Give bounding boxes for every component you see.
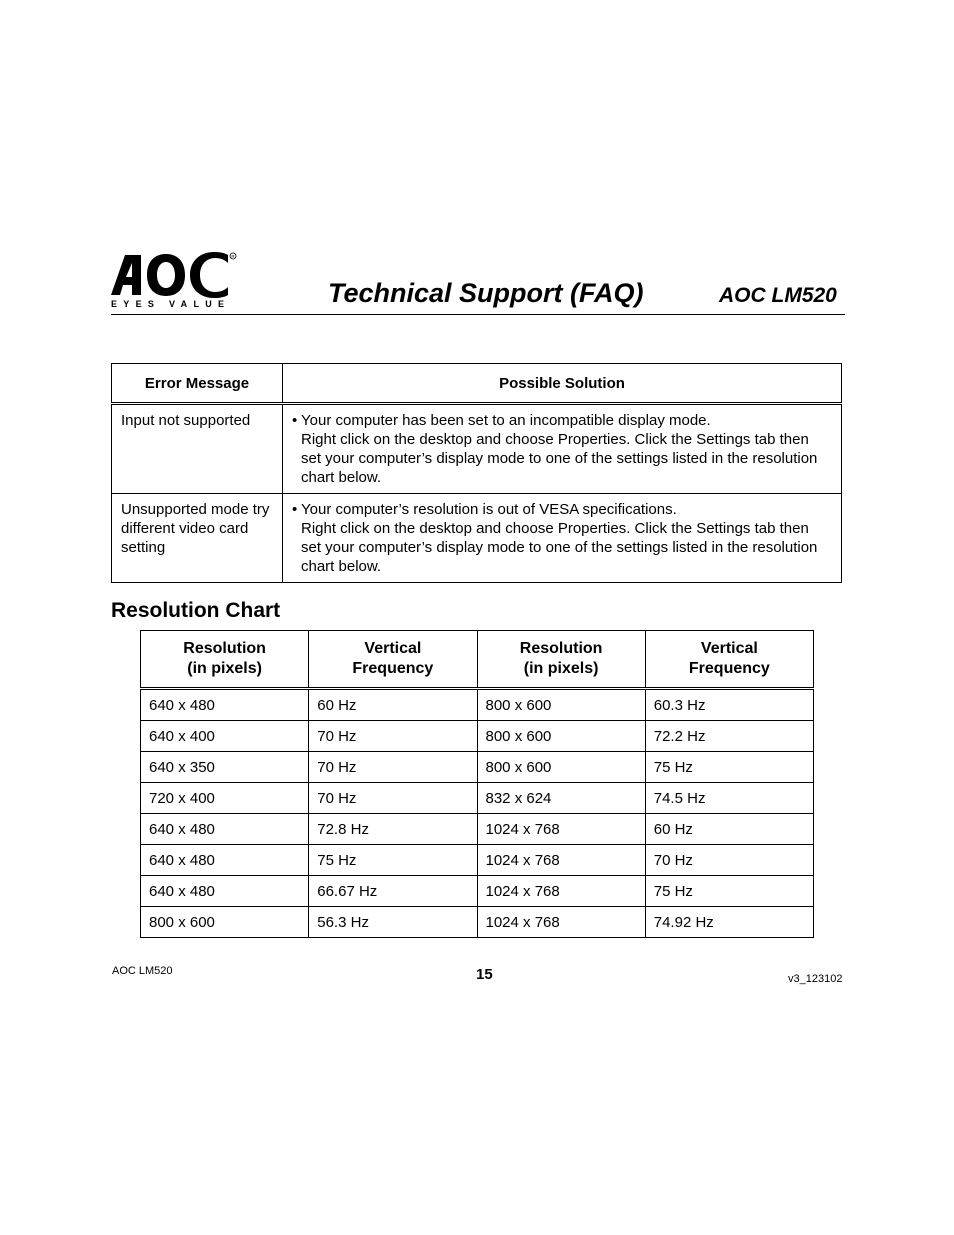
frequency-cell: 60 Hz	[309, 689, 477, 721]
resolution-cell: 640 x 480	[141, 689, 309, 721]
page-title: Technical Support (FAQ)	[328, 278, 644, 308]
frequency-cell: 70 Hz	[309, 783, 477, 814]
table-row	[141, 845, 814, 876]
resolution-cell: 800 x 600	[141, 907, 309, 938]
faq-header-row	[112, 364, 842, 404]
resolution-cell: 720 x 400	[141, 783, 309, 814]
logo-tagline: EYES VALUE	[111, 299, 231, 309]
faq-table	[111, 363, 842, 583]
resolution-cell: 1024 x 768	[477, 907, 645, 938]
resolution-cell: 800 x 600	[477, 721, 645, 752]
solution-cause: Your computer’s resolution is out of VESA specifications.	[301, 501, 677, 518]
solution-cause: Your computer has been set to an incompatible display mode.	[301, 412, 711, 429]
aoc-logo	[111, 249, 241, 313]
frequency-cell: 56.3 Hz	[309, 907, 477, 938]
section-heading: Resolution Chart	[111, 599, 281, 622]
faq-column-header: Possible Solution	[283, 364, 842, 404]
table-row	[141, 814, 814, 845]
solution-cell	[283, 494, 842, 583]
frequency-column-header: Vertical Frequency	[309, 631, 477, 689]
error-message-cell: Unsupported mode try different video card setting	[112, 494, 283, 583]
resolution-cell: 640 x 480	[141, 845, 309, 876]
faq-row	[112, 404, 842, 494]
resolution-table	[140, 630, 814, 938]
resolution-cell: 1024 x 768	[477, 814, 645, 845]
frequency-cell: 75 Hz	[645, 876, 813, 907]
resolution-column-header: Resolution (in pixels)	[141, 631, 309, 689]
frequency-cell: 74.92 Hz	[645, 907, 813, 938]
frequency-cell: 72.2 Hz	[645, 721, 813, 752]
resolution-header-row	[141, 631, 814, 689]
frequency-cell: 66.67 Hz	[309, 876, 477, 907]
solution-steps: Right click on the desktop and choose Properties. Click the Settings tab then set your computer’s display mode to one of the settings listed in the resolution chart below.	[301, 431, 818, 486]
svg-text:R: R	[231, 254, 235, 259]
table-row	[141, 907, 814, 938]
frequency-cell: 74.5 Hz	[645, 783, 813, 814]
resolution-cell: 1024 x 768	[477, 845, 645, 876]
page-number: 15	[476, 966, 493, 983]
resolution-cell: 1024 x 768	[477, 876, 645, 907]
frequency-cell: 75 Hz	[645, 752, 813, 783]
solution-cell	[283, 404, 842, 494]
solution-steps: Right click on the desktop and choose Properties. Click the Settings tab then set your computer’s display mode to one of the settings listed in the resolution chart below.	[301, 520, 818, 575]
frequency-cell: 70 Hz	[309, 721, 477, 752]
bullet-icon: •	[292, 412, 298, 429]
faq-row	[112, 494, 842, 583]
footer-model: AOC LM520	[112, 965, 173, 977]
resolution-cell: 832 x 624	[477, 783, 645, 814]
error-message-cell: Input not supported	[112, 404, 283, 494]
resolution-cell: 640 x 400	[141, 721, 309, 752]
resolution-cell: 800 x 600	[477, 752, 645, 783]
resolution-column-header: Resolution (in pixels)	[477, 631, 645, 689]
frequency-cell: 75 Hz	[309, 845, 477, 876]
table-row	[141, 783, 814, 814]
resolution-cell: 640 x 480	[141, 876, 309, 907]
resolution-cell: 640 x 350	[141, 752, 309, 783]
frequency-column-header: Vertical Frequency	[645, 631, 813, 689]
frequency-cell: 60 Hz	[645, 814, 813, 845]
bullet-icon: •	[292, 501, 298, 518]
frequency-cell: 70 Hz	[309, 752, 477, 783]
faq-column-header: Error Message	[112, 364, 283, 404]
resolution-cell: 800 x 600	[477, 689, 645, 721]
footer-version: v3_123102	[788, 973, 843, 985]
table-row	[141, 876, 814, 907]
resolution-cell: 640 x 480	[141, 814, 309, 845]
frequency-cell: 70 Hz	[645, 845, 813, 876]
frequency-cell: 60.3 Hz	[645, 689, 813, 721]
model-name: AOC LM520	[719, 284, 837, 307]
table-row	[141, 752, 814, 783]
frequency-cell: 72.8 Hz	[309, 814, 477, 845]
table-row	[141, 689, 814, 721]
table-row	[141, 721, 814, 752]
header-divider	[111, 314, 845, 315]
